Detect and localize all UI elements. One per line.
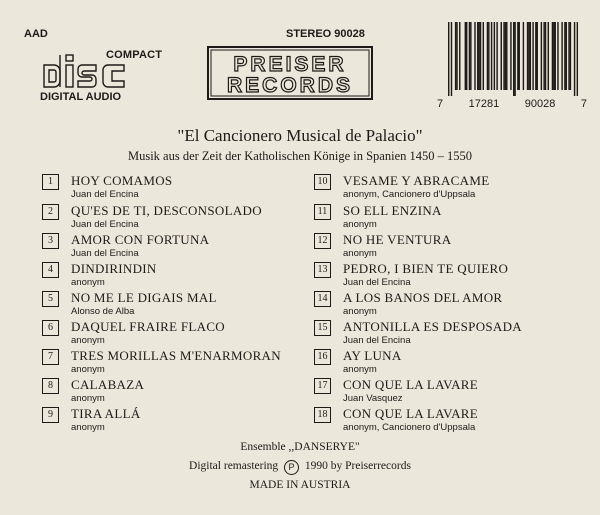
- album-subtitle: Musik aus der Zeit der Katholischen Könige in Spanien 1450 – 1550: [127, 149, 473, 163]
- track-title: TRES MORILLAS M'ENARMORAN: [71, 348, 281, 363]
- remaster-suffix: 1990 by Preiserrecords: [304, 460, 411, 472]
- track-number: 2: [42, 204, 59, 220]
- track-number: 11: [314, 204, 331, 220]
- barcode-bar: [506, 22, 507, 90]
- track-number: 7: [42, 349, 59, 365]
- track-title: NO HE VENTURA: [343, 232, 452, 247]
- track-number: 17: [314, 378, 331, 394]
- track-number: 6: [42, 320, 59, 336]
- barcode-bar: [474, 22, 475, 90]
- track-number: 8: [42, 378, 59, 394]
- track-composer: Juan del Encina: [343, 277, 411, 288]
- track-composer: Juan del Encina: [71, 189, 139, 200]
- track-title: HOY COMAMOS: [71, 173, 173, 188]
- barcode-bar: [561, 22, 562, 90]
- barcode-bar: [530, 22, 531, 90]
- barcode-bar: [503, 22, 504, 90]
- barcode-bar: [528, 22, 529, 90]
- track-number: 16: [314, 349, 331, 365]
- track-title: VESAME Y ABRACAME: [343, 173, 490, 188]
- track-composer: anonym: [71, 277, 105, 288]
- barcode-bar: [527, 22, 528, 90]
- barcode-bar: [488, 22, 489, 90]
- barcode-digit-group: 7: [580, 98, 587, 110]
- records-text: RECORDS: [226, 74, 354, 97]
- track-title: QU'ES DE TI, DESCONSOLADO: [71, 203, 262, 218]
- album-title: "El Cancionero Musical de Palacio": [177, 126, 423, 145]
- track-composer: anonym, Cancionero d'Uppsala: [343, 189, 476, 200]
- track-number: 18: [314, 407, 331, 423]
- track-number: 15: [314, 320, 331, 336]
- digital-audio-text: DIGITAL AUDIO: [40, 91, 122, 103]
- barcode-bar: [513, 22, 514, 96]
- track-composer: anonym: [71, 393, 105, 404]
- barcode-bar: [543, 22, 544, 90]
- track-number: 3: [42, 233, 59, 249]
- track-composer: anonym: [71, 422, 105, 433]
- barcode-bar: [564, 22, 565, 90]
- track-title: SO ELL ENZINA: [343, 203, 442, 218]
- track-title: AMOR CON FORTUNA: [71, 232, 210, 247]
- barcode-bar: [470, 22, 471, 90]
- barcode-bar: [557, 22, 558, 90]
- track-title: ANTONILLA ES DESPOSADA: [343, 319, 522, 334]
- barcode-bar: [517, 22, 518, 90]
- track-title: DAQUEL FRAIRE FLACO: [71, 319, 226, 334]
- preiser-records-logo: [207, 46, 373, 100]
- track-title: A LOS BANOS DEL AMOR: [343, 290, 503, 305]
- track-composer: Juan Vasquez: [343, 393, 403, 404]
- barcode-bar: [478, 22, 479, 90]
- barcode-bar: [456, 22, 457, 90]
- track-composer: anonym: [343, 364, 377, 375]
- barcode-bar: [537, 22, 538, 90]
- remastering-credit: [0, 460, 600, 475]
- barcode-bar: [487, 22, 488, 90]
- track-number: 9: [42, 407, 59, 423]
- barcode-digit-group: 90028: [524, 98, 556, 110]
- barcode-bar: [514, 22, 515, 96]
- barcode-bar: [455, 22, 456, 90]
- barcode-bar: [577, 22, 578, 96]
- compact-text: COMPACT: [106, 49, 163, 61]
- barcode-bar: [459, 22, 460, 90]
- barcode-bar: [545, 22, 546, 90]
- track-composer: anonym: [343, 248, 377, 259]
- barcode-digit-group: 7: [437, 98, 444, 110]
- track-composer: anonym: [343, 306, 377, 317]
- barcode-bar: [541, 22, 542, 90]
- barcode-bar: [554, 22, 555, 90]
- track-title: PEDRO, I BIEN TE QUIERO: [343, 261, 509, 276]
- track-number: 1: [42, 174, 59, 190]
- track-number: 12: [314, 233, 331, 249]
- barcode-digit-group: 17281: [468, 98, 500, 110]
- barcode-bar: [535, 22, 536, 90]
- ensemble-credit: Ensemble ,,DANSERYE": [240, 441, 360, 453]
- barcode-bar: [466, 22, 467, 90]
- track-number: 10: [314, 174, 331, 190]
- track-title: TIRA ALLÁ: [71, 406, 141, 421]
- barcode-bar: [552, 22, 553, 90]
- track-composer: anonym: [71, 364, 105, 375]
- track-composer: anonym: [343, 219, 377, 230]
- track-number: 5: [42, 291, 59, 307]
- barcode-digits: [437, 98, 587, 110]
- barcode-bar: [570, 22, 571, 90]
- barcode-bar: [501, 22, 502, 90]
- track-composer: anonym: [71, 335, 105, 346]
- track-number: 14: [314, 291, 331, 307]
- remaster-prefix: Digital remastering: [189, 460, 279, 472]
- track-composer: Juan del Encina: [343, 335, 411, 346]
- barcode-bar: [568, 22, 569, 90]
- barcode-bar: [532, 22, 533, 90]
- barcode-bar: [523, 22, 524, 90]
- barcode-bar: [477, 22, 478, 90]
- track-composer: anonym, Cancionero d'Uppsala: [343, 422, 476, 433]
- track-title: CON QUE LA LAVARE: [343, 377, 478, 392]
- track-composer: Juan del Encina: [71, 248, 139, 259]
- barcode-bar: [494, 22, 495, 90]
- barcode-bar: [574, 22, 575, 96]
- barcode-bar: [566, 22, 567, 90]
- barcode-bar: [496, 22, 497, 90]
- track-number: 13: [314, 262, 331, 278]
- barcode-bar: [448, 22, 449, 96]
- barcode-bar: [553, 22, 554, 90]
- barcode-icon: [448, 22, 578, 96]
- phonogram-symbol-icon: P: [284, 460, 299, 475]
- track-title: DINDIRINDIN: [71, 261, 157, 276]
- barcode-bar: [469, 22, 470, 90]
- track-title: CALABAZA: [71, 377, 145, 392]
- barcode-bar: [510, 22, 511, 90]
- barcode-bar: [491, 22, 492, 90]
- aad-code: AAD: [24, 28, 48, 40]
- track-title: CON QUE LA LAVARE: [343, 406, 478, 421]
- made-in-credit: MADE IN AUSTRIA: [249, 479, 351, 491]
- barcode-bar: [519, 22, 520, 90]
- barcode-bar: [505, 22, 506, 90]
- track-title: NO ME LE DIGAIS MAL: [71, 290, 217, 305]
- barcode-bar: [483, 22, 484, 90]
- barcode-bar: [451, 22, 452, 96]
- barcode-bar: [465, 22, 466, 90]
- track-title: AY LUNA: [343, 348, 402, 363]
- barcode-bar: [548, 22, 549, 90]
- track-number: 4: [42, 262, 59, 278]
- preiser-text: PREISER: [233, 53, 347, 76]
- compact-disc-logo: [40, 49, 163, 105]
- catalog-number: STEREO 90028: [286, 28, 365, 40]
- track-composer: Alonso de Alba: [71, 306, 135, 317]
- track-composer: Juan del Encina: [71, 219, 139, 230]
- barcode-bar: [480, 22, 481, 90]
